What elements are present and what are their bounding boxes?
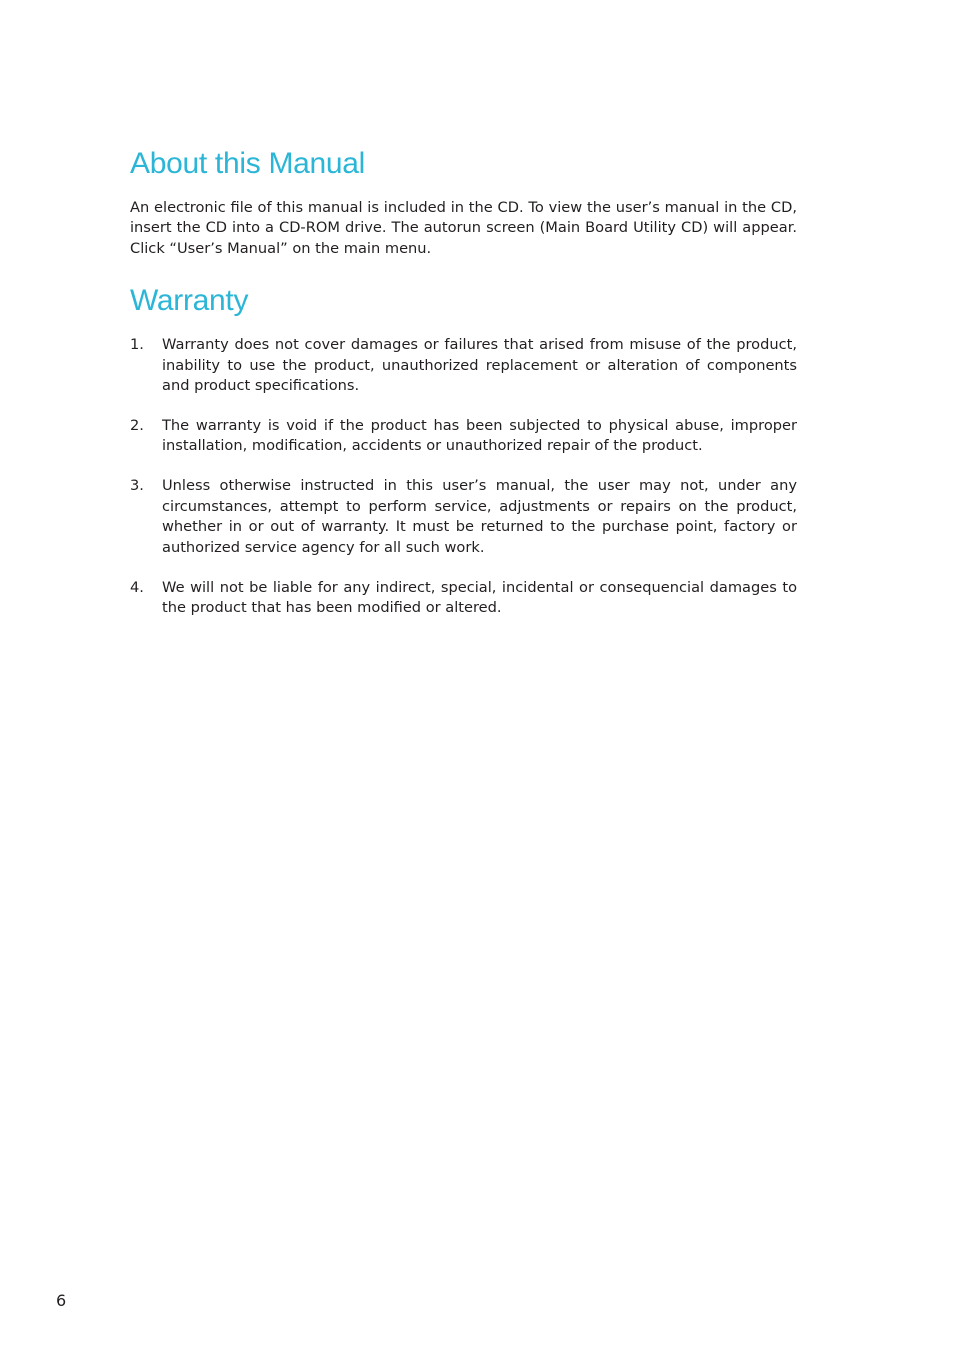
warranty-list <box>130 335 797 618</box>
warranty-item <box>130 335 797 396</box>
warranty-item-number: 1. <box>130 336 144 354</box>
page-number: 6 <box>56 1291 67 1310</box>
warranty-item-text: Warranty does not cover damages or failures that arised from misuse of the product, inability to use the product, unauthorized replacement or alteration of components and product specifications. <box>162 336 797 395</box>
about-heading: About this Manual <box>130 147 366 180</box>
warranty-item-text: The warranty is void if the product has been subjected to physical abuse, improper installation, modification, accidents or unauthorized repair of the product. <box>162 417 797 455</box>
warranty-item <box>130 476 797 558</box>
warranty-item <box>130 578 797 619</box>
warranty-item <box>130 416 797 457</box>
warranty-item-text: Unless otherwise instructed in this user’s manual, the user may not, under any circumstances, attempt to perform service, adjustments or repairs on the product, whether in or out of warranty. It must be returned to the purchase point, factory or authorized service agency for all such work. <box>162 477 797 556</box>
warranty-item-number: 4. <box>130 578 144 596</box>
warranty-item-number: 3. <box>130 477 144 495</box>
about-paragraph: An electronic file of this manual is included in the CD. To view the user’s manual in the CD, insert the CD into a CD-ROM drive. The autorun screen (Main Board Utility CD) will appear. Click “User’s Manual” on the main menu. <box>130 199 797 257</box>
warranty-item-number: 2. <box>130 417 144 435</box>
warranty-item-text: We will not be liable for any indirect, special, incidental or consequencial damages to the product that has been modified or altered. <box>162 578 797 617</box>
warranty-heading: Warranty <box>130 284 249 318</box>
page-content <box>130 142 797 638</box>
